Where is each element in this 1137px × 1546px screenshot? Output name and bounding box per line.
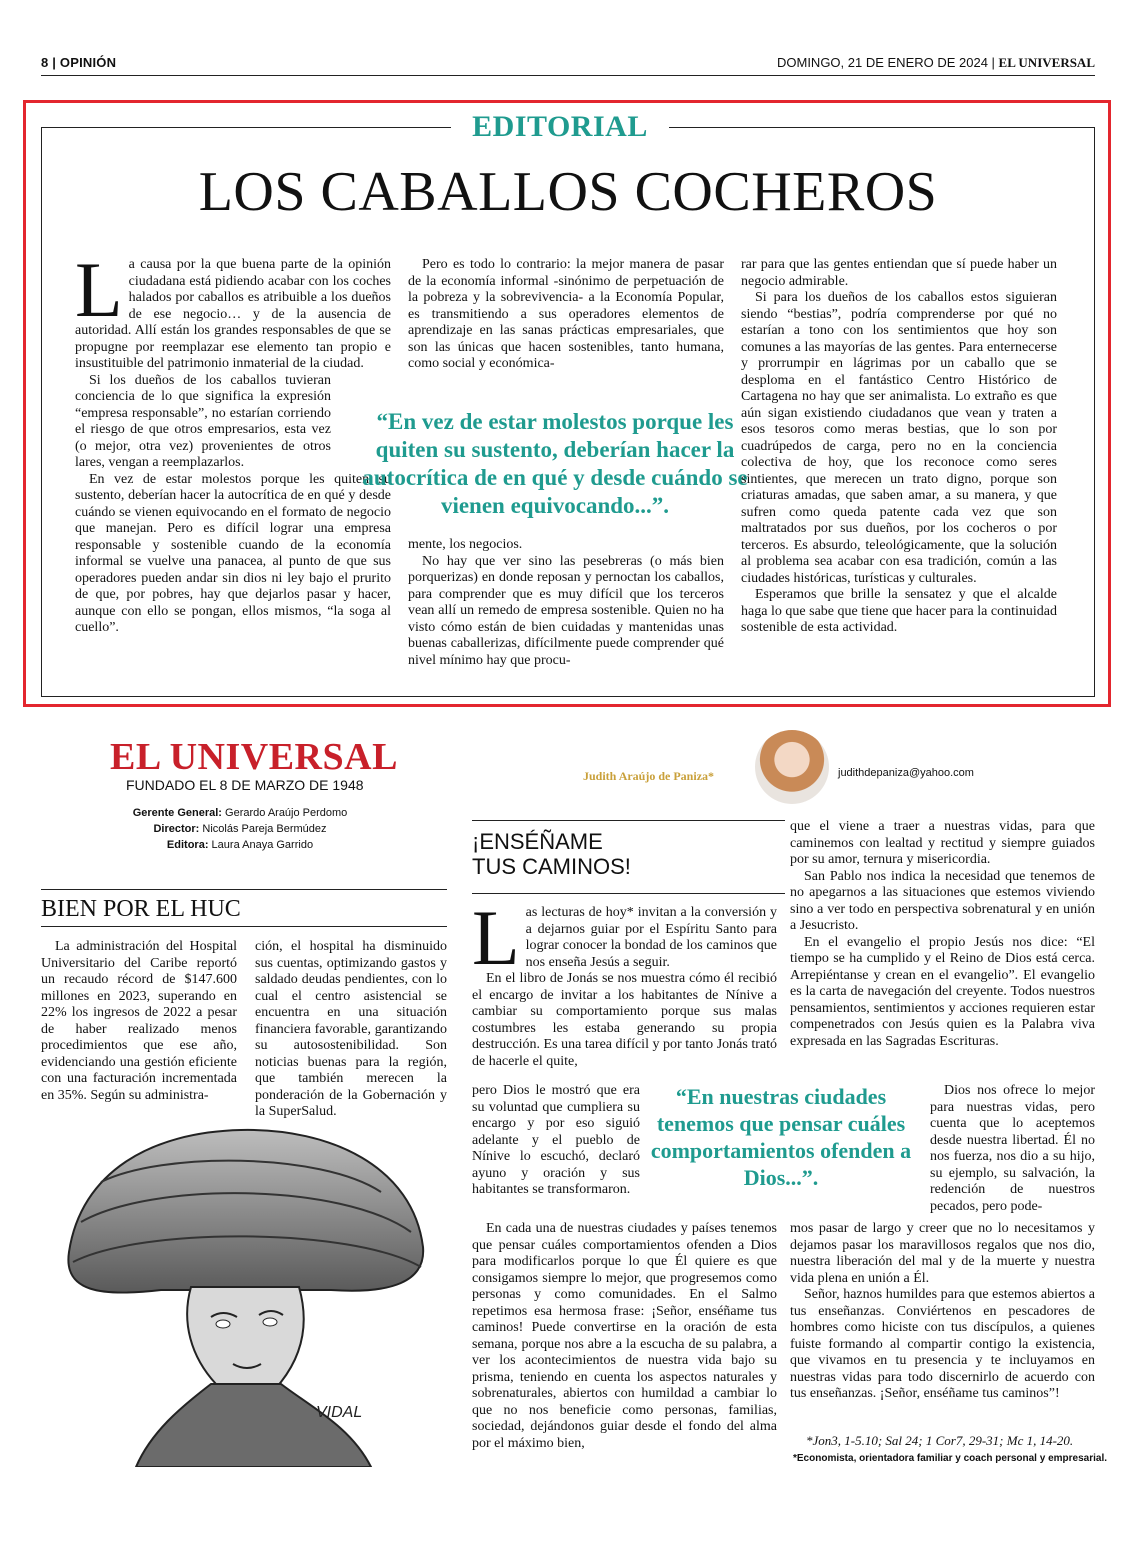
staff-line: Gerente General: Gerardo Araújo Perdomo bbox=[132, 807, 348, 819]
staff-line: Director: Nicolás Pareja Bermúdez bbox=[153, 823, 327, 835]
column-paragraph: que el viene a traer a nuestras vidas, para que caminemos con lealtad y rectitud y siempre guiados por su amor, ternura y misericordia. bbox=[790, 819, 1095, 867]
huc-paragraph: La administración del Hospital Universitario del Caribe reportó un recaudo récord de $147.600 millones en 2023, superando en 22% los ingresos de 2022 a pesar de haber realizado menos procedimientos que ese año, evidenciando una gestión eficiente con una facturación incrementada en 35%. Según su administra- bbox=[41, 939, 237, 1103]
header-divider bbox=[41, 75, 1095, 76]
editorial-paragraph: rar para que las gentes entiendan que sí puede haber un negocio admirable. bbox=[741, 257, 1057, 289]
editorial-rule-left bbox=[41, 127, 451, 128]
masthead-staff bbox=[90, 805, 390, 853]
column-paragraph: mos pasar de largo y creer que no lo necesitamos y dejamos pasar los maravillosos regalos que nos dio, nuestra liberación del mal y de la muerte y nuestra vida plena en unión a Él. bbox=[790, 1221, 1095, 1286]
page-dateline: DOMINGO, 21 DE ENERO DE 2024 | EL UNIVERSAL bbox=[776, 55, 1095, 70]
editorial-paragraph: No hay que ver sino las pesebreras (o más bien porquerizas) en donde reposan y pernoctan los caballos, para comprender que es muy difícil que los terceros vean allí un remedo de empresa sostenible. Quien no ha visto cómo están de bien cuidadas y mantenidas unas buenas caballerizas, difícilmente puede comprender qué nivel mínimo hay que procu- bbox=[408, 553, 724, 668]
author-photo bbox=[755, 730, 829, 804]
drop-cap: L bbox=[472, 894, 520, 981]
masthead-founded: FUNDADO EL 8 DE MARZO DE 1948 bbox=[126, 777, 364, 793]
column-paragraph: Dios nos ofrece lo mejor para nuestras vidas, pero cuenta que lo aceptemos desde nuestra libertad. Él no nos fuerza, nos dio a su hijo, su ejemplo, su salvación, la redención de nuestros pecados, pero pode- bbox=[930, 1083, 1095, 1214]
column-headline: ¡ENSÉÑAME TUS CAMINOS! bbox=[472, 829, 631, 879]
column-paragraph: pero Dios le mostró que era su voluntad que cumpliera su encargo y por eso siguió adelante y el pueblo de Nínive lo escuchó, declaró ayuno y oración y sus habitantes se transformaron. bbox=[472, 1083, 640, 1197]
editorial-headline: LOS CABALLOS COCHEROS bbox=[198, 161, 938, 223]
editorial-column-2-top bbox=[408, 257, 724, 373]
column-author: Judith Araújo de Paniza* bbox=[583, 769, 715, 783]
column-rule-top bbox=[472, 820, 785, 821]
author-email: judithdepaniza@yahoo.com bbox=[838, 767, 974, 779]
editorial-label: EDITORIAL bbox=[472, 110, 648, 143]
masthead-logo: EL UNIVERSAL bbox=[110, 736, 398, 778]
huc-column-2 bbox=[255, 939, 447, 1121]
author-bio: *Economista, orientadora familiar y coach personal y empresarial. bbox=[793, 1453, 1108, 1464]
column-col-b-narrow bbox=[930, 1083, 1095, 1215]
column-col-b-bottom bbox=[790, 1221, 1095, 1403]
huc-headline: BIEN POR EL HUC bbox=[41, 896, 241, 922]
drop-cap: L bbox=[75, 246, 123, 333]
section-name: OPINIÓN bbox=[59, 55, 117, 70]
page-section-label: 8 | OPINIÓN bbox=[41, 55, 117, 70]
column-paragraph: En el libro de Jonás se nos muestra cómo él recibió el encargo de invitar a los habitantes de Nínive a cambiar su comportamiento porque sus malas costumbres les estaba generando su propia destrucción. Es una tarea difícil y por tanto Jonás trató de hacerle el quite, bbox=[472, 971, 777, 1069]
paper-name: EL UNIVERSAL bbox=[998, 55, 1095, 70]
column-col-b-top bbox=[790, 819, 1095, 1050]
column-paragraph: En cada una de nuestras ciudades y países tenemos que pensar cuáles comportamientos ofenden a Dios para modificarlos porque lo que Él quiere es que consigamos siempre lo mejor, que progresemos como personas y como comunidades. En el Salmo repetimos esa hermosa frase: ¡Señor, enséñame tus caminos! Puede convertirse en la oración de esta semana, porque nos abre a la escucha de su palabra, a ver los acontecimientos de nuestra vida bajo su prisma, teniendo en cuenta los aspectos naturales y sobrenaturales, abiertos con humildad a cambiar lo que no nos beneficie como personas, familias, sociedad, dejándonos guiar desde el fondo del alma por el máximo bien, bbox=[472, 1221, 777, 1451]
editorial-paragraph: En vez de estar molestos porque les quiten su sustento, deberían hacer la autocrítica de en qué y desde cuándo se vienen equivocando en el formato de negocio que manejan. Pero es difícil lograr una empresa responsable y sostenible cuando de la economía informal se vuelve una panacea, al punto de que sus operadores pueden andar sin dios ni ley bajo el prurito de que, por pobres, hay que dejarlos pasar y hacer, aunque con ello se pongan, ellos mismos, “la soga al cuello”. bbox=[75, 471, 391, 635]
editorial-column-1 bbox=[75, 246, 391, 637]
editorial-column-3 bbox=[741, 257, 1057, 637]
editorial-pullquote: “En vez de estar molestos porque les quiten su sustento, deberían hacer la autocrítica de en qué y desde cuándo se vienen equivocando...”. bbox=[362, 409, 748, 518]
cartoon-signature: VIDAL bbox=[316, 1404, 363, 1421]
column-paragraph: En el evangelio el propio Jesús nos dice: “El tiempo se ha cumplido y el Reino de Dios está cerca. Arrepiéntanse y crean en el evangelio”. El evangelio es la carta de navegación del creyente. Todos nuestros pensamientos, sentimientos y acciones requieren estar compenetrados con Jesús quien es la Palabra viva expresada en las Sagradas Escrituras. bbox=[790, 934, 1095, 1049]
column-col-a-bottom bbox=[472, 1221, 777, 1452]
editorial-paragraph: Si los dueños de los caballos tuvieran conciencia de lo que significa la expresión “empresa responsable”, no estarían corriendo el riesgo de que otros empresarios, esta vez (o mejor, otra vez) provenientes de otros lares, vengan a reemplazarlos. bbox=[75, 372, 331, 470]
column-pullquote: “En nuestras ciudades tenemos que pensar cuáles comportamientos ofenden a Dios...”. bbox=[650, 1084, 912, 1190]
huc-rule-top bbox=[41, 889, 447, 890]
editorial-paragraph: Esperamos que brille la sensatez y que el alcalde haga lo que sabe que tiene que hacer para la continuidad sostenible de esta actividad. bbox=[741, 587, 1057, 635]
editorial-paragraph: mente, los negocios. bbox=[408, 537, 523, 552]
huc-rule-bottom bbox=[41, 926, 447, 927]
readings-footnote: *Jon3, 1-5.10; Sal 24; 1 Cor7, 29-31; Mc 1, 14-20. bbox=[806, 1433, 1074, 1448]
column-paragraph: Las lecturas de hoy* invitan a la conversión y a dejarnos guiar por el Espíritu Santo para lograr conocer la bondad de los caminos que nos enseña Jesús a seguir. bbox=[472, 894, 777, 981]
date: DOMINGO, 21 DE ENERO DE 2024 bbox=[776, 55, 988, 70]
column-col-a-top bbox=[472, 894, 777, 1070]
editorial-paragraph: Pero es todo lo contrario: la mejor manera de pasar de la economía informal -sinónimo de perpetuación de la pobreza y la sobrevivencia- a la Economía Popular, es transmitiendo a sus operadores elementos de aprendizaje en las sanas prácticas empresariales, que son las únicas que hacen sostenibles, tanto humana, como social y económica- bbox=[408, 257, 724, 371]
page-number: 8 bbox=[41, 55, 49, 70]
huc-column-1 bbox=[41, 939, 237, 1104]
huc-paragraph: ción, el hospital ha disminuido sus cuentas, optimizando gastos y saldado deudas pendientes, con lo cual el centro asistencial se encuentra en una situación financiera favorable, garantizando su autosostenibilidad. Son noticias buenas para la región, que también merecen la ponderación de la Gobernación y la SuperSalud. bbox=[255, 939, 447, 1119]
editorial-paragraph: La causa por la que buena parte de la opinión ciudadana está pidiendo acabar con los coches halados por caballos es atribuible a los dueños de ese negocio… y de la ausencia de autoridad. Allí están los grandes responsables de que se propugne por reemplazar ese elemento tan propio e insustituible del patrimonio inmaterial de la ciudad. bbox=[75, 246, 391, 371]
editorial-rule-right bbox=[669, 127, 1095, 128]
staff-line: Editora: Laura Anaya Garrido bbox=[166, 839, 314, 851]
editorial-column-2-bottom bbox=[408, 537, 724, 669]
column-col-a-narrow bbox=[472, 1083, 640, 1199]
column-paragraph: Señor, haznos humildes para que estemos abiertos a tus enseñanzas. Conviértenos en pescadores de hombres como hiciste con tus discípulos, a quienes fuiste formando al compartir contigo la existencia, que vivamos en tu presencia y te incluyamos en nuestras vidas para todo discernirlo de acuerdo con tus enseñanzas. ¡Señor, enséñame tus caminos”! bbox=[790, 1287, 1095, 1401]
editorial-cartoon bbox=[41, 1122, 431, 1467]
editorial-paragraph: Si para los dueños de los caballos estos siguieran siendo “bestias”, podría comprenderse por qué no estarían a tono con los sentimientos que hoy son comunes a las mayorías de las gentes. Para enternecerse y prorrumpir en lágrimas por un caballo que se desploma en el fantástico Centro Histórico de Cartagena no hay que ser animalista. Lo extraño es que aún sigan existiendo ciudadanos que vean y traten a esos tesoros como meras bestias, que lo son por cuadrúpedos de carga, pero no en la conciencia colectiva de hoy, que los reconoce como seres sintientes, que merecen un trato digno, porque son criaturas amadas, que saben amar, a su manera, y que sufren como queda patente cada vez que son maltratados por sus dueños, por los cocheros o por terceros. Es absurdo, teleológicamente, que la solución al problema sea acabar con esa tradición, común a las ciudades históricas, turísticas y culturales. bbox=[741, 290, 1057, 586]
column-paragraph: San Pablo nos indica la necesidad que tenemos de no apegarnos a las situaciones que estemos viviendo sino a ver todo en perspectiva sobrenatural y en unión a Jesucristo. bbox=[790, 868, 1095, 933]
